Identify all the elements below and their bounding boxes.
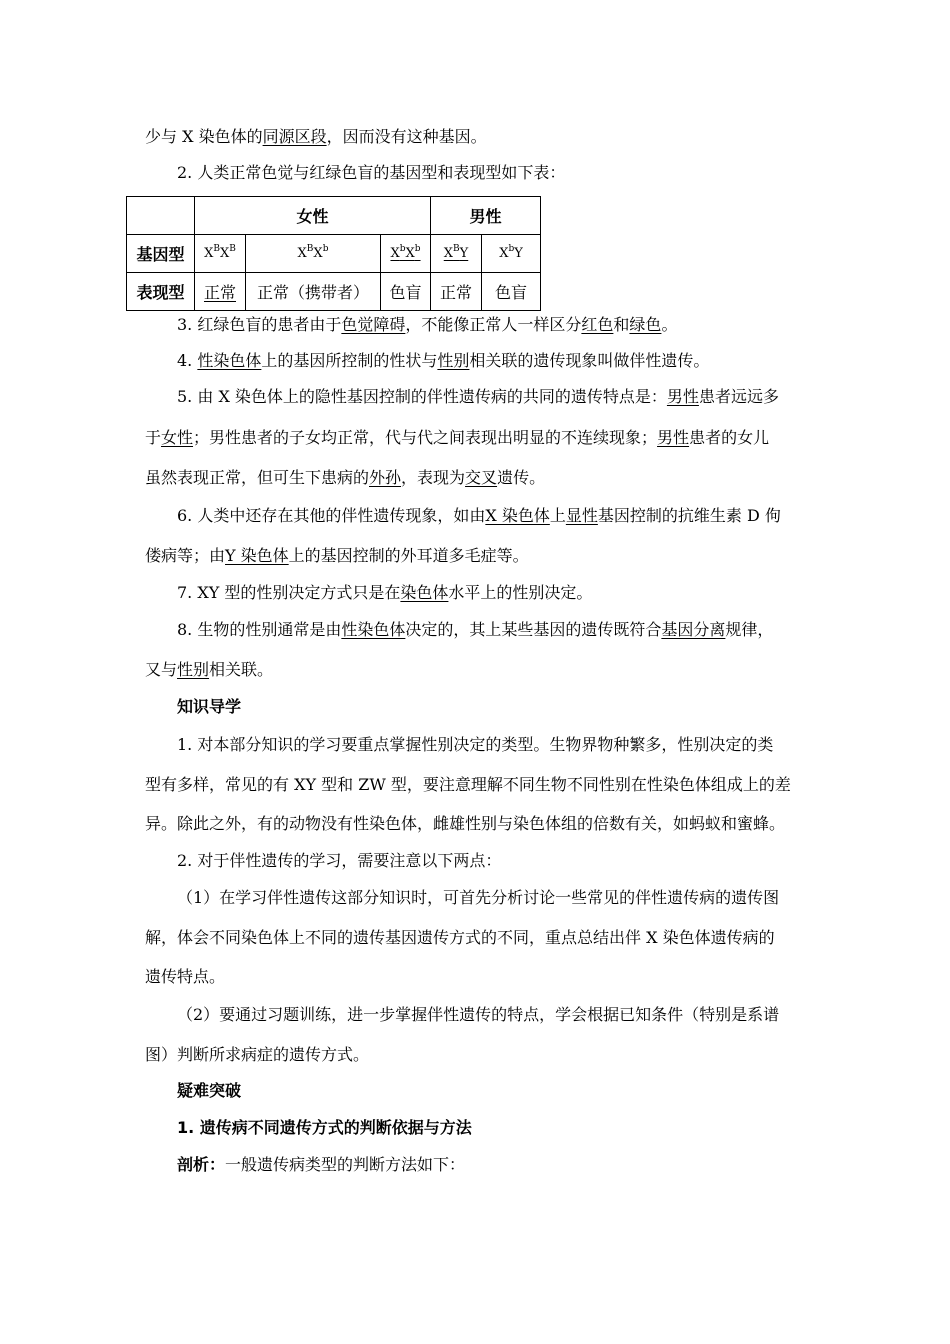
- genotype-cell: $X^BY$: [431, 235, 482, 273]
- phenotype-cell: 正常: [431, 273, 482, 311]
- paragraph-2: 2. 人类正常色觉与红绿色盲的基因型和表现型如下表：: [177, 163, 566, 182]
- genotype-cell: $X^BX^b$: [246, 235, 381, 273]
- table-header-female: 女性: [195, 197, 431, 235]
- paragraph-7: 7. XY 型的性别决定方式只是在染色体水平上的性别决定。: [177, 583, 593, 602]
- heading-knowledge-guide: 知识导学: [177, 697, 242, 716]
- paragraph-4: 4. 性染色体上的基因所控制的性状与性别相关联的遗传现象叫做伴性遗传。: [177, 351, 710, 370]
- paragraph-3: 3. 红绿色盲的患者由于色觉障碍，不能像正常人一样区分红色和绿色。: [177, 315, 678, 334]
- guide-1-line-1: 1. 对本部分知识的学习要重点掌握性别决定的类型。生物界物种繁多，性别决定的类: [177, 735, 774, 754]
- paragraph-5-line-1: 5. 由 X 染色体上的隐性基因控制的伴性遗传病的共同的遗传特点是：男性患者远远多: [177, 387, 779, 406]
- paragraph-5-line-3: 虽然表现正常，但可生下患病的外孙，表现为交叉遗传。: [145, 468, 546, 487]
- guide-1-line-3: 异。除此之外，有的动物没有性染色体，雌雄性别与染色体组的倍数有关，如蚂蚁和蜜蜂。: [145, 814, 786, 833]
- guide-2b-line-2: 图）判断所求病症的遗传方式。: [145, 1045, 370, 1064]
- table-header-row: [127, 197, 541, 235]
- guide-2a-line-2: 解，体会不同染色体上不同的遗传基因遗传方式的不同，重点总结出伴 X 染色体遗传病的: [145, 928, 775, 947]
- guide-2a-line-3: 遗传特点。: [145, 967, 226, 986]
- phenotype-cell: 正常（携带者）: [246, 273, 381, 311]
- guide-2a-line-1: （1）在学习伴性遗传这部分知识时，可首先分析讨论一些常见的伴性遗传病的遗传图: [177, 888, 780, 907]
- guide-2b-line-1: （2）要通过习题训练，进一步掌握伴性遗传的特点，学会根据已知条件（特别是系谱: [177, 1005, 780, 1024]
- genotype-cell: $X^BX^B$: [195, 235, 246, 273]
- paragraph-6-line-1: 6. 人类中还存在其他的伴性遗传现象，如由X 染色体上显性基因控制的抗维生素 D 佝: [177, 506, 781, 525]
- table-row-phenotype: [127, 273, 541, 311]
- paragraph-8-line-1: 8. 生物的性别通常是由性染色体决定的，其上某些基因的遗传既符合基因分离规律，: [177, 620, 774, 639]
- table-header-blank: [127, 197, 195, 235]
- row-label-phenotype: 表现型: [127, 273, 195, 311]
- guide-1-line-2: 型有多样，常见的有 XY 型和 ZW 型，要注意理解不同生物不同性别在性染色体组成上的差: [145, 775, 791, 794]
- difficulty-1-analysis: 剖析：一般遗传病类型的判断方法如下：: [177, 1155, 466, 1174]
- phenotype-cell: 色盲: [482, 273, 541, 311]
- genotype-cell: $X^bX^b$: [381, 235, 431, 273]
- difficulty-1-title: 1. 遗传病不同遗传方式的判断依据与方法: [177, 1118, 472, 1137]
- guide-2: 2. 对于伴性遗传的学习，需要注意以下两点：: [177, 851, 502, 870]
- heading-difficulty: 疑难突破: [177, 1081, 242, 1100]
- paragraph-intro-tail: 少与 X 染色体的同源区段，因而没有这种基因。: [145, 127, 487, 146]
- genotype-phenotype-table: [126, 196, 541, 311]
- genotype-cell: $X^bY$: [482, 235, 541, 273]
- phenotype-cell: 色盲: [381, 273, 431, 311]
- paragraph-5-line-2: 于女性；男性患者的子女均正常，代与代之间表现出明显的不连续现象；男性患者的女儿: [145, 428, 770, 447]
- table-row-genotype: [127, 235, 541, 273]
- table-header-male: 男性: [431, 197, 541, 235]
- row-label-genotype: 基因型: [127, 235, 195, 273]
- paragraph-6-line-2: 偻病等；由Y 染色体上的基因控制的外耳道多毛症等。: [145, 546, 529, 565]
- phenotype-cell: 正常: [195, 273, 246, 311]
- paragraph-8-line-2: 又与性别相关联。: [145, 660, 274, 679]
